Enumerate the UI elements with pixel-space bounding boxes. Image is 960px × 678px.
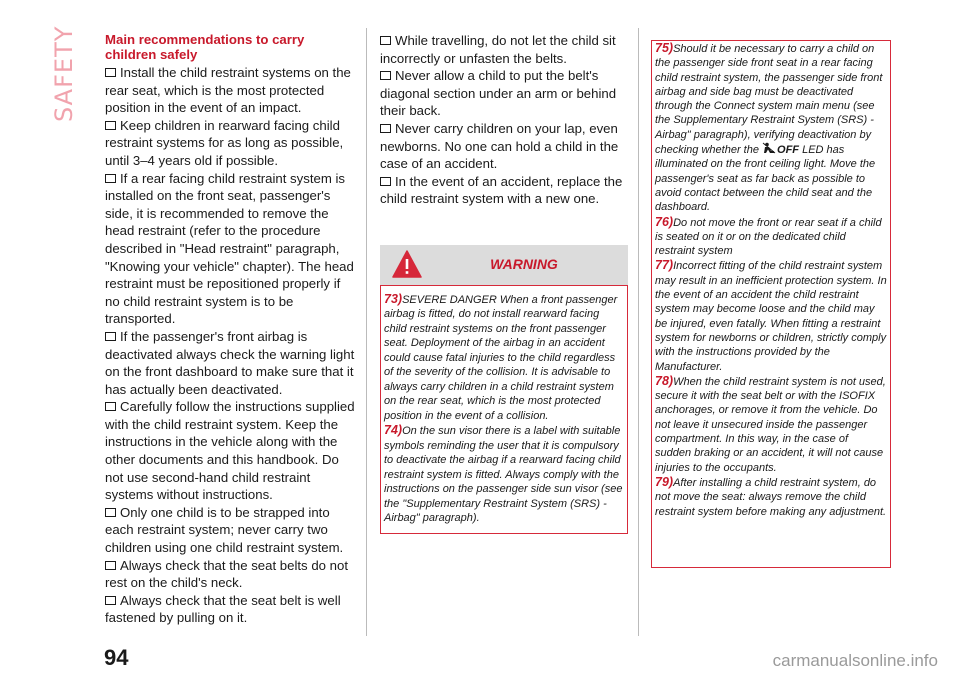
note-number: 74) [384,423,403,438]
column-divider [638,28,639,636]
list-item: Carefully follow the instructions supplied with the child restraint system. Keep the instructions in the vehicle along with the other documents and this handbook. Do not use second-hand child restraint systems without instructions. [105,399,355,503]
section-side-label: SAFETY [50,25,78,122]
note-77 [655,258,887,373]
warning-title: WARNING [490,255,558,272]
checkbox-bullet-icon [105,174,116,183]
checkbox-bullet-icon [105,596,116,605]
checkbox-bullet-icon [105,402,116,411]
warning-note [384,423,624,526]
note-76 [655,215,887,259]
warning-header [380,245,628,285]
note-text: LED has illuminated on the front ceiling light. Move the passenger's seat as far back as possible to avoid contact between the child seat and the dashboard. [655,144,876,214]
checkbox-bullet-icon [105,508,116,517]
checkbox-bullet-icon [105,121,116,130]
warning-note [384,292,624,424]
list-item: Never carry children on your lap, even newborns. No one can hold a child in the case of an accident. [380,120,619,172]
list-item: Always check that the seat belt is well fastened by pulling on it. [105,592,341,626]
note-75 [655,41,887,215]
list-item: Install the child restraint systems on the rear seat, which is the most protected position in the event of an impact. [105,65,351,116]
off-label: OFF [777,144,800,157]
note-text: Should it be necessary to carry a child on the passenger side front seat in a rear facing child restraint system, the passenger side front airbag and side bag must be deactivated through the Connect system main menu (see the Supplementary Restraint System (SRS) - Airbag" paragraph), verifying deactivation by checking whether the [655,43,883,157]
checkbox-bullet-icon [380,124,391,133]
list-item: If a rear facing child restraint system is installed on the front seat, passenger's side, it is recommended to remove the head restraint (refer to the procedure described in "Head restraint" paragraph, "Knowing your vehicle" chapter). The head restraint must be repositioned properly if no child restraint system is to be transported. [105,170,354,327]
note-78 [655,374,887,475]
checkbox-bullet-icon [105,561,116,570]
note-number: 75) [655,41,674,55]
airbag-off-led-icon [762,142,776,154]
list-item: If the passenger's front airbag is deactivated always check the warning light on the front dashboard to make sure that it has actually been deactivated. [105,328,355,397]
column-middle [380,32,628,534]
note-number: 79) [655,474,674,489]
note-text: Do not move the front or rear seat if a child is seated on it or on the dedicated child restraint system [655,216,882,258]
note-79 [655,475,887,519]
checkbox-bullet-icon [380,71,391,80]
warning-box [380,285,628,534]
note-text: Incorrect fitting of the child restraint system may result in an inefficient protection system. In the event of an accident the child restraint system may become loose and the child may be injured, even fatally. When fitting a restraint system for newborns or children, strictly comply with the instructions provided by the Manufacturer. [655,260,887,373]
note-text: On the sun visor there is a label with suitable symbols reminding the user that it is compulsory to deactivate the airbag if a rearward facing child restraint system is fitted. Always comply with the instructions on the passenger side sun visor (see the "Supplementary Restraint System (SRS) - Airbag" paragraph). [384,425,623,525]
checkbox-bullet-icon [105,68,116,77]
note-text: After installing a child restraint system, do not move the seat: always remove the child restraint system before making any adjustment. [655,476,887,518]
list-item: Only one child is to be strapped into each restraint system; never carry two children using one child restraint system. [105,504,344,556]
checkbox-bullet-icon [380,36,391,45]
list-item: Keep children in rearward facing child restraint systems for as long as possible, until 3–4 years old if possible. [105,117,344,168]
watermark: carmanualsonline.info [772,651,938,670]
note-text: When the child restraint system is not used, secure it with the seat belt or with the ISOFIX anchorages, or remove it from the vehicle. Do not leave it unsecured inside the passenger compartment. In this way, in the case of sudden braking or an accident, it will not cause injuries to the occupants. [655,375,886,474]
list-item: Always check that the seat belts do not rest on the child's neck. [105,557,348,591]
column-left [105,32,357,627]
page-number: 94 [104,645,129,670]
checkbox-bullet-icon [105,332,116,341]
note-number: 77) [655,258,674,273]
notes-box [651,40,891,568]
note-text: SEVERE DANGER When a front passenger airbag is fitted, do not install rearward facing child restraint systems on the front passenger seat. Deployment of the airbag in an accident could cause fatal injuries to the child regardless of the severity of the collision. It is advisable to always carry children in a child restraint system on the rear seat, which is the most protected position in the event of a collision. [384,293,618,422]
section-title: Main recommendations to carry children safely [105,32,305,62]
note-number: 78) [655,373,674,388]
list-item: In the event of an accident, replace the child restraint system with a new one. [380,173,623,207]
list-item: While travelling, do not let the child sit incorrectly or unfasten the belts. [380,33,616,66]
column-divider [366,28,367,636]
checkbox-bullet-icon [380,177,391,186]
list-item: Never allow a child to put the belt's diagonal section under an arm or behind their back. [380,68,617,119]
note-number: 76) [655,214,674,229]
note-number: 73) [384,291,403,306]
